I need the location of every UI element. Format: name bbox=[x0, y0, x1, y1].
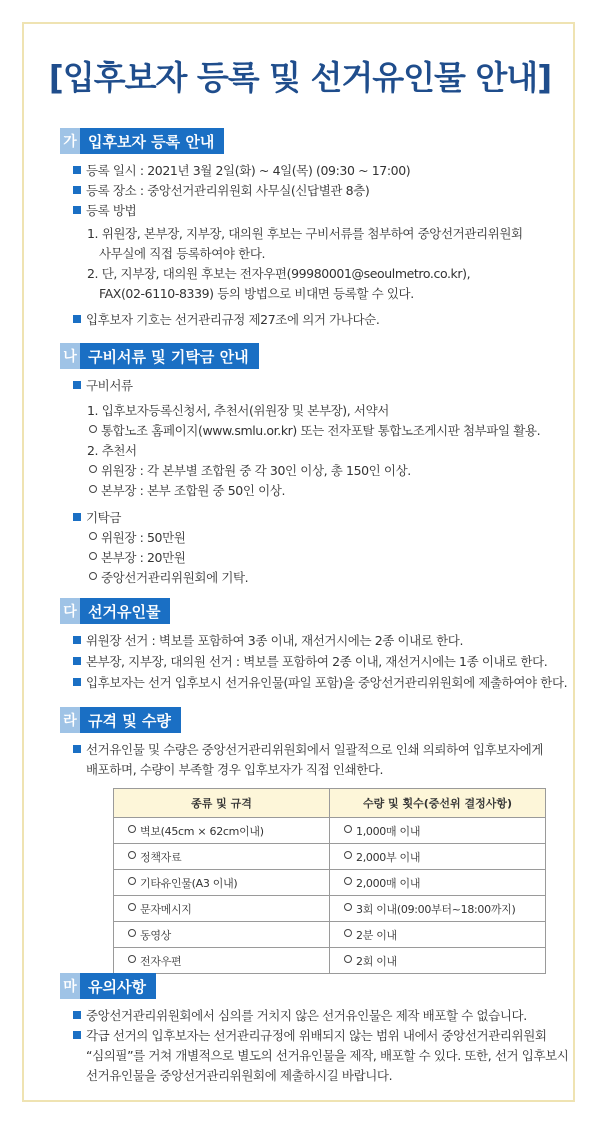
table-cell: 2회 이내 bbox=[330, 948, 546, 974]
section-label: 유의사항 bbox=[80, 973, 156, 999]
list-item: 위원장 : 각 본부별 조합원 중 각 30인 이상, 총 150인 이상. bbox=[89, 462, 411, 480]
table-header-cell: 수량 및 횟수(중선위 결정사항) bbox=[330, 789, 546, 818]
list-item: 중앙선거관리위원회에 기탁. bbox=[89, 569, 248, 587]
section-header-documents bbox=[60, 343, 259, 369]
circle-bullet-icon bbox=[89, 552, 97, 560]
table-cell: 2분 이내 bbox=[330, 922, 546, 948]
section-label: 구비서류 및 기탁금 안내 bbox=[80, 343, 259, 369]
table-cell: 전자우편 bbox=[114, 948, 330, 974]
list-item: 입후보자 기호는 선거관리규정 제27조에 의거 가나다순. bbox=[73, 311, 379, 329]
list-item: 본부장, 지부장, 대의원 선거 : 벽보를 포함하여 2종 이내, 재선거시에는 1종 이내로 한다. bbox=[73, 653, 547, 671]
section-header-spec bbox=[60, 707, 181, 733]
circle-bullet-icon bbox=[344, 825, 352, 833]
circle-bullet-icon bbox=[128, 877, 136, 885]
circle-bullet-icon bbox=[89, 572, 97, 580]
square-bullet-icon bbox=[73, 381, 81, 389]
square-bullet-icon bbox=[73, 636, 81, 644]
square-bullet-icon bbox=[73, 315, 81, 323]
table-cell: 1,000매 이내 bbox=[330, 818, 546, 844]
table-row bbox=[114, 948, 546, 974]
circle-bullet-icon bbox=[344, 929, 352, 937]
table-row bbox=[114, 818, 546, 844]
table-header-cell: 종류 및 규격 bbox=[114, 789, 330, 818]
table-row bbox=[114, 844, 546, 870]
table-cell: 동영상 bbox=[114, 922, 330, 948]
section-header-notes bbox=[60, 973, 156, 999]
list-item: 등록 장소 : 중앙선거관리위원회 사무실(신답별관 8층) bbox=[73, 182, 369, 200]
section-label: 입후보자 등록 안내 bbox=[80, 128, 224, 154]
circle-bullet-icon bbox=[128, 851, 136, 859]
section-letter: 나 bbox=[60, 343, 80, 369]
list-item: 사무실에 직접 등록하여야 한다. bbox=[99, 246, 266, 261]
circle-bullet-icon bbox=[344, 903, 352, 911]
section-header-registration bbox=[60, 128, 224, 154]
table-row bbox=[114, 922, 546, 948]
square-bullet-icon bbox=[73, 745, 81, 753]
table-cell: 정책자료 bbox=[114, 844, 330, 870]
list-item: 위원장 : 50만원 bbox=[89, 529, 185, 547]
list-item: 기탁금 bbox=[73, 509, 121, 527]
circle-bullet-icon bbox=[344, 851, 352, 859]
list-item: 선거유인물을 중앙선거관리위원회에 제출하시길 바랍니다. bbox=[86, 1068, 393, 1083]
square-bullet-icon bbox=[73, 1011, 81, 1019]
list-item: 배포하며, 수량이 부족할 경우 입후보자가 직접 인쇄한다. bbox=[86, 762, 384, 777]
list-item: 1. 입후보자등록신청서, 추천서(위원장 및 본부장), 서약서 bbox=[87, 403, 389, 418]
spec-table bbox=[113, 788, 546, 974]
section-label: 선거유인물 bbox=[80, 598, 170, 624]
table-row bbox=[114, 870, 546, 896]
list-item: 본부장 : 20만원 bbox=[89, 549, 185, 567]
table-cell: 3회 이내(09:00부터~18:00까지) bbox=[330, 896, 546, 922]
square-bullet-icon bbox=[73, 657, 81, 665]
circle-bullet-icon bbox=[344, 955, 352, 963]
square-bullet-icon bbox=[73, 186, 81, 194]
square-bullet-icon bbox=[73, 678, 81, 686]
list-item: 입후보자는 선거 입후보시 선거유인물(파일 포함)을 중앙선거관리위원회에 제출하여야 한다. bbox=[73, 674, 567, 692]
circle-bullet-icon bbox=[128, 825, 136, 833]
table-row bbox=[114, 896, 546, 922]
list-item: 2. 단, 지부장, 대의원 후보는 전자우편(99980001@seoulmetro.co.kr), bbox=[87, 266, 471, 281]
circle-bullet-icon bbox=[128, 955, 136, 963]
list-item: FAX(02-6110-8339) 등의 방법으로 비대면 등록할 수 있다. bbox=[99, 286, 414, 301]
list-item: 통합노조 홈페이지(www.smlu.or.kr) 또는 전자포탈 통합노조게시판 첨부파일 활용. bbox=[89, 422, 540, 440]
list-item: “심의필”를 거쳐 개별적으로 별도의 선거유인물을 제작, 배포할 수 있다. 또한, 선거 입후보시 bbox=[86, 1048, 569, 1063]
table-header-row bbox=[114, 789, 546, 818]
circle-bullet-icon bbox=[344, 877, 352, 885]
circle-bullet-icon bbox=[128, 929, 136, 937]
list-item: 위원장 선거 : 벽보를 포함하여 3종 이내, 재선거시에는 2종 이내로 한다. bbox=[73, 632, 463, 650]
table-cell: 기타유인물(A3 이내) bbox=[114, 870, 330, 896]
list-item: 각급 선거의 입후보자는 선거관리규정에 위배되지 않는 범위 내에서 중앙선거관리위원회 bbox=[73, 1027, 547, 1045]
square-bullet-icon bbox=[73, 513, 81, 521]
circle-bullet-icon bbox=[89, 532, 97, 540]
circle-bullet-icon bbox=[128, 903, 136, 911]
square-bullet-icon bbox=[73, 1031, 81, 1039]
square-bullet-icon bbox=[73, 206, 81, 214]
list-item: 구비서류 bbox=[73, 377, 133, 395]
list-item: 1. 위원장, 본부장, 지부장, 대의원 후보는 구비서류를 첨부하여 중앙선거관리위원회 bbox=[87, 226, 523, 241]
section-letter: 마 bbox=[60, 973, 80, 999]
list-item: 등록 일시 : 2021년 3월 2일(화) ~ 4일(목) (09:30 ~ 17:00) bbox=[73, 162, 410, 180]
circle-bullet-icon bbox=[89, 425, 97, 433]
table-cell: 2,000부 이내 bbox=[330, 844, 546, 870]
circle-bullet-icon bbox=[89, 465, 97, 473]
section-letter: 가 bbox=[60, 128, 80, 154]
section-letter: 다 bbox=[60, 598, 80, 624]
list-item: 본부장 : 본부 조합원 중 50인 이상. bbox=[89, 482, 285, 500]
page-title: [입후보자 등록 및 선거유인물 안내] bbox=[48, 58, 552, 97]
table-cell: 문자메시지 bbox=[114, 896, 330, 922]
circle-bullet-icon bbox=[89, 485, 97, 493]
square-bullet-icon bbox=[73, 166, 81, 174]
list-item: 선거유인물 및 수량은 중앙선거관리위원회에서 일괄적으로 인쇄 의뢰하여 입후보자에게 bbox=[73, 741, 543, 759]
section-label: 규격 및 수량 bbox=[80, 707, 181, 733]
table-cell: 2,000매 이내 bbox=[330, 870, 546, 896]
list-item: 2. 추천서 bbox=[87, 443, 137, 458]
section-header-materials bbox=[60, 598, 170, 624]
list-item: 중앙선거관리위원회에서 심의를 거치지 않은 선거유인물은 제작 배포할 수 없습니다. bbox=[73, 1007, 527, 1025]
table-cell: 벽보(45cm × 62cm이내) bbox=[114, 818, 330, 844]
section-letter: 라 bbox=[60, 707, 80, 733]
list-item: 등록 방법 bbox=[73, 202, 136, 220]
